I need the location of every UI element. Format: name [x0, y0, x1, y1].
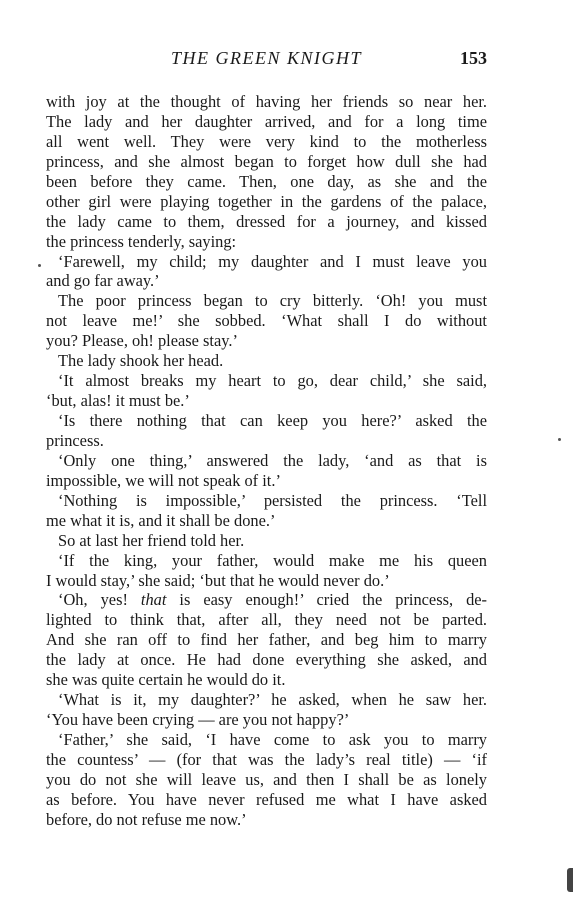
ink-speck: [38, 264, 41, 267]
text-line: And she ran off to find her father, and beg him to marry: [46, 630, 487, 650]
text-line: me what it is, and it shall be done.’: [46, 510, 276, 530]
page-edge-mark: [567, 868, 573, 892]
text-line: princess, and she almost began to forget how dull she had: [46, 151, 487, 171]
text-line: ‘Is there nothing that can keep you here?’ asked the: [58, 411, 487, 430]
text-line: as before. You have never refused me what I have asked: [46, 789, 487, 809]
text-line: ‘If the king, your father, would make me his queen: [58, 550, 487, 570]
page-header: [46, 48, 487, 74]
text-line: before, do not refuse me now.’: [46, 809, 247, 829]
text-line: she was quite certain he would do it.: [46, 670, 286, 690]
text-line: you? Please, oh! please stay.’: [46, 331, 238, 351]
text-line: other girl were playing together in the gardens of the palace,: [46, 191, 487, 211]
text-line: lighted to think that, after all, they need not be parted.: [46, 610, 487, 630]
text-line: The poor princess began to cry bitterly. ‘Oh! you must: [58, 291, 487, 311]
text-line: ‘Nothing is impossible,’ persisted the princess. ‘Tell: [58, 490, 487, 510]
text-line: with joy at the thought of having her friends so near her.: [46, 92, 487, 111]
text-line: ‘Father,’ she said, ‘I have come to ask you to marry: [58, 730, 487, 749]
text-line: not leave me!’ she sobbed. ‘What shall I do without: [46, 311, 487, 331]
text-line: ‘Oh, yes! that is easy enough!’ cried the princess, de-: [58, 590, 487, 610]
text-line: So at last her friend told her.: [58, 530, 245, 550]
text-line: ‘What is it, my daughter?’ he asked, when he saw her.: [58, 690, 487, 710]
page-number: 153: [460, 48, 487, 68]
text-line: the lady came to them, dressed for a journey, and kissed: [46, 211, 487, 231]
text-line: The lady shook her head.: [58, 351, 224, 371]
text-line: impossible, we will not speak of it.’: [46, 470, 281, 490]
text-line: you do not she will leave us, and then I shall be as lonely: [46, 769, 487, 789]
text-line: ‘Farewell, my child; my daughter and I must leave you: [58, 251, 487, 271]
text-line: and go far away.’: [46, 271, 160, 291]
text-line: The lady and her daughter arrived, and for a long time: [46, 111, 487, 131]
running-title: THE GREEN KNIGHT: [170, 48, 362, 68]
ink-speck: [558, 438, 561, 441]
emphasis: that: [140, 590, 167, 610]
text-line: ‘You have been crying — are you not happy?’: [46, 710, 350, 730]
text-line: the lady at once. He had done everything she asked, and: [46, 650, 487, 670]
text-line: ‘but, alas! it must be.’: [46, 391, 190, 411]
text-line: the princess tenderly, saying:: [46, 231, 237, 251]
text-line: I would stay,’ she said; ‘but that he would never do.’: [46, 570, 390, 590]
body-text: [46, 92, 487, 830]
text-line: ‘Only one thing,’ answered the lady, ‘and as that is: [58, 450, 487, 470]
text-line: ‘It almost breaks my heart to go, dear child,’ she said,: [58, 371, 487, 391]
text-line: all went well. They were very kind to the motherless: [46, 131, 487, 151]
text-line: princess.: [46, 430, 104, 450]
text-line: been before they came. Then, one day, as she and the: [46, 171, 487, 191]
text-line: the countess’ — (for that was the lady’s real title) — ‘if: [46, 749, 487, 769]
